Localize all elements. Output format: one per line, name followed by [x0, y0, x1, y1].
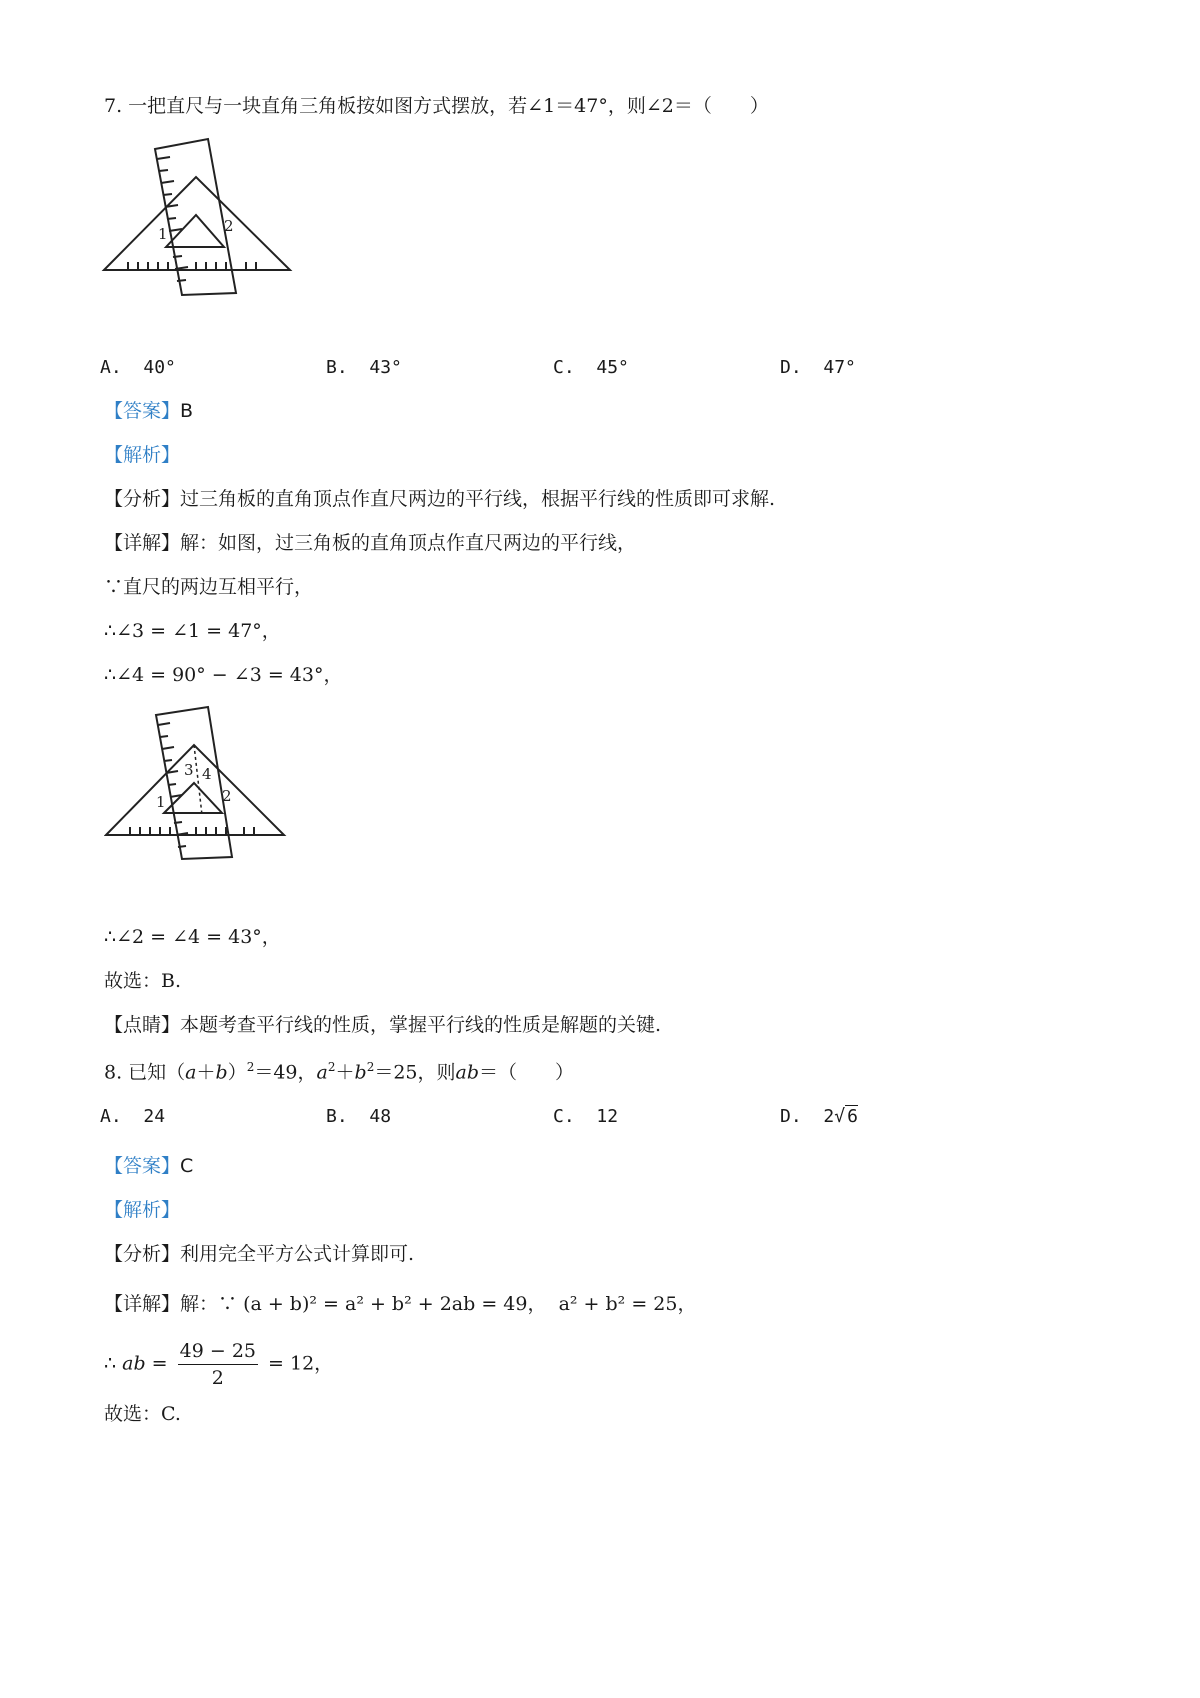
- q8-fenxi: 【分析】利用完全平方公式计算即可.: [104, 1243, 415, 1265]
- q7-step3: ∴∠4 = 90° − ∠3 = 43°，: [104, 664, 343, 686]
- q8-analysis-tag: 【解析】: [104, 1199, 181, 1221]
- q7-answer: 【答案】B: [104, 400, 194, 422]
- q7-option-c: C. 45°: [553, 357, 629, 378]
- q7-fig1-label-1: 1: [158, 225, 168, 243]
- q7-stem: 7. 一把直尺与一块直角三角板按如图方式摆放，若∠1＝47°，则∠2＝（ ）: [104, 95, 769, 117]
- q8-option-b: B. 48: [326, 1106, 392, 1127]
- q7-analysis-tag: 【解析】: [104, 444, 181, 466]
- q7-fenxi: 【分析】过三角板的直角顶点作直尺两边的平行线，根据平行线的性质即可求解.: [104, 488, 776, 510]
- q7-choose: 故选：B.: [104, 970, 182, 992]
- q7-fig1-label-2: 2: [224, 217, 234, 235]
- q7-figure-2: [104, 705, 304, 865]
- q7-figure-1: [100, 135, 300, 305]
- q7-fig2-label-2: 2: [222, 787, 232, 805]
- q8-fraction: $\frac{49 - 25}{2}$: [179, 1340, 256, 1389]
- q7-step1: ∵直尺的两边互相平行，: [104, 576, 314, 598]
- q8-choose: 故选：C.: [104, 1403, 181, 1425]
- q8-option-d: D. 2√ 6: [780, 1106, 858, 1127]
- q8-xiangjie: 【详解】解：∵ (a + b)² = a² + b² + 2ab = 49， a² + b² = 25，: [104, 1293, 697, 1315]
- q7-fig2-label-1: 1: [156, 793, 166, 811]
- q8-answer: 【答案】C: [104, 1155, 194, 1177]
- q7-fig2-label-3: 3: [184, 761, 194, 779]
- q8-stem: 8. 已知$(a+b)^2=49$，$a^2+b^2=25$，则ab＝（ ）: [104, 1060, 575, 1084]
- q7-fig2-label-4: 4: [202, 765, 212, 783]
- q8-formula-1: (a + b)² = a² + b² + 2ab = 49，: [243, 1293, 547, 1315]
- q7-option-a: A. 40°: [100, 357, 176, 378]
- q7-step4: ∴∠2 = ∠4 = 43°，: [104, 926, 281, 948]
- q7-step2: ∴∠3 = ∠1 = 47°，: [104, 620, 281, 642]
- q8-fraction-line: ∴ ab = $\frac{49 - 25}{2}$ = 12，: [104, 1340, 334, 1389]
- q8-option-a: A. 24: [100, 1106, 166, 1127]
- q7-option-b: B. 43°: [326, 357, 402, 378]
- q7-option-d: D. 47°: [780, 357, 856, 378]
- q8-option-d-radicand: 6: [847, 1106, 858, 1127]
- q7-xiangjie: 【详解】解：如图，过三角板的直角顶点作直尺两边的平行线，: [104, 532, 637, 554]
- q8-option-c: C. 12: [553, 1106, 619, 1127]
- q8-formula-2: a² + b² = 25，: [558, 1293, 697, 1315]
- q7-dianjing: 【点睛】本题考查平行线的性质，掌握平行线的性质是解题的关键.: [104, 1014, 662, 1036]
